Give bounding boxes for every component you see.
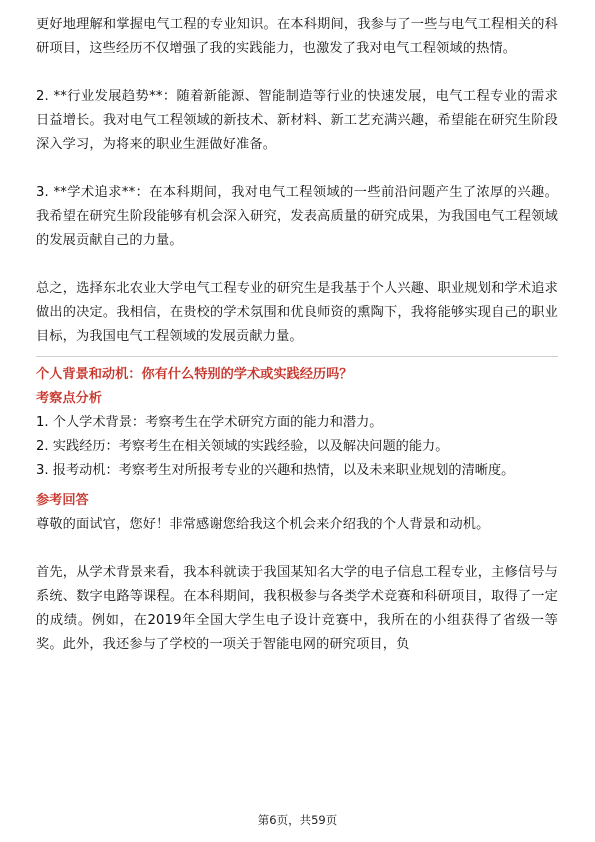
question-title: 个人背景和动机：你有什么特别的学术或实践经历吗？ xyxy=(36,367,353,382)
document-page xyxy=(36,13,558,657)
page-number: 第6页，共59页 xyxy=(257,813,338,827)
analysis-point: 2. 实践经历：考察考生在相关领域的实践经验，以及解决问题的能力。 xyxy=(36,439,449,454)
analysis-point: 1. 个人学术背景：考察考生在学术研究方面的能力和潜力。 xyxy=(36,415,383,430)
spacer xyxy=(36,253,558,277)
paragraph-academic-pursuit: 3. **学术追求**：在本科期间，我对电气工程领域的一些前沿问题产生了浓厚的兴趣。我希望在研究生阶段能够有机会深入研究，发表高质量的研究成果，为我国电气工程领域的发展贡献自己的力量。 xyxy=(36,185,558,248)
spacer xyxy=(36,157,558,181)
section-divider xyxy=(36,356,558,357)
spacer xyxy=(36,537,558,561)
answer-greeting: 尊敬的面试官，您好！非常感谢您给我这个机会来介绍我的个人背景和动机。 xyxy=(36,517,490,532)
paragraph-industry-trend: 2. **行业发展趋势**：随着新能源、智能制造等行业的快速发展，电气工程专业的需求日益增长。我对电气工程领域的新技术、新材料、新工艺充满兴趣，希望能在研究生阶段深入学习，为将来的职业生涯做好准备。 xyxy=(36,89,558,152)
spacer xyxy=(36,61,558,85)
paragraph-conclusion: 总之，选择东北农业大学电气工程专业的研究生是我基于个人兴趣、职业规划和学术追求做出的决定。我相信，在贵校的学术氛围和优良师资的熏陶下，我将能够实现自己的职业目标，为我国电气工程领域的发展贡献力量。 xyxy=(36,281,558,344)
paragraph-intro-continuation: 更好地理解和掌握电气工程的专业知识。在本科期间，我参与了一些与电气工程相关的科研项目，这些经历不仅增强了我的实践能力，也激发了我对电气工程领域的热情。 xyxy=(36,17,558,56)
answer-background: 首先，从学术背景来看，我本科就读于我国某知名大学的电子信息工程专业，主修信号与系统、数字电路等课程。在本科期间，我积极参与各类学术竞赛和科研项目，取得了一定的成绩。例如，在2019年全国大学生电子设计竞赛中，我所在的小组获得了省级一等奖。此外，我还参与了学校的一项关于智能电网的研究项目，负 xyxy=(36,565,558,652)
analysis-point: 3. 报考动机：考察考生对所报考专业的兴趣和热情，以及未来职业规划的清晰度。 xyxy=(36,463,515,478)
analysis-heading: 考察点分析 xyxy=(36,391,102,406)
answer-heading: 参考回答 xyxy=(36,493,89,508)
